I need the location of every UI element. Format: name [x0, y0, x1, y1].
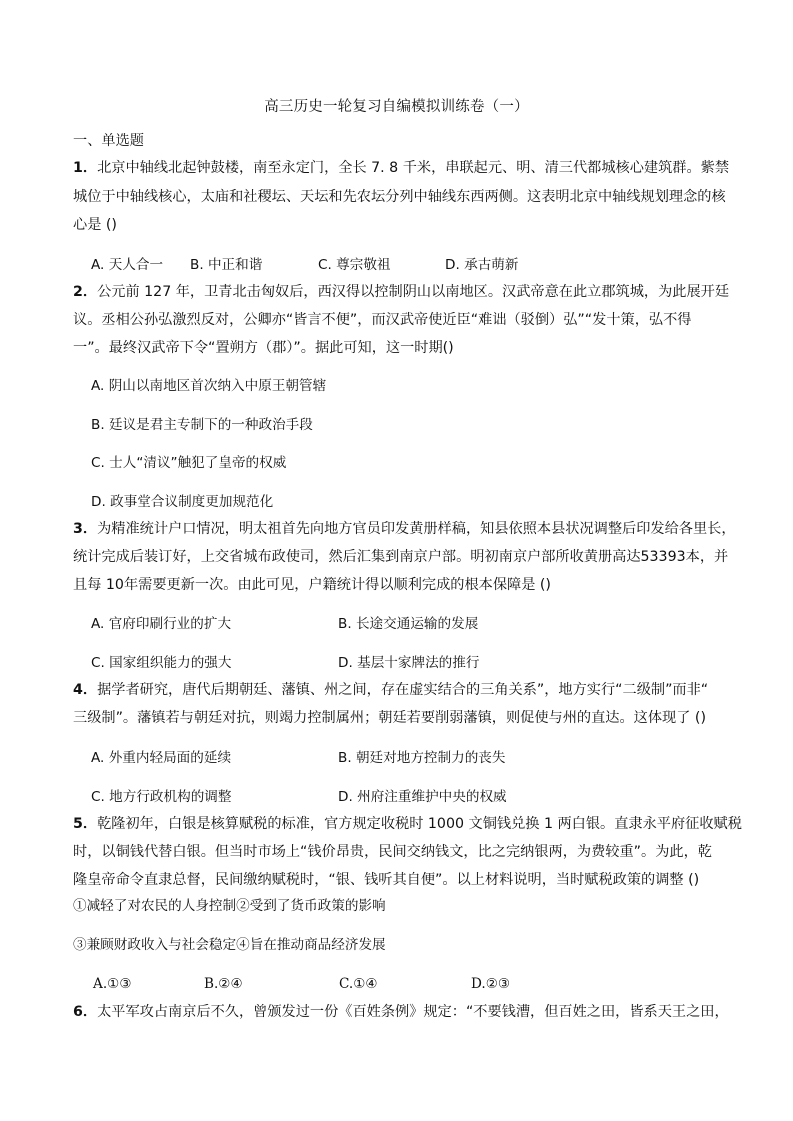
question-5-option-c[interactable]: C.①④	[339, 976, 378, 992]
question-2-line-1	[73, 282, 730, 302]
question-5-line-3: 隆皇帝命令直隶总督，民间缴纳赋税时，“银、钱听其自便”。以上材料说明，当时赋税政策的调整 ()	[73, 872, 700, 888]
question-6-number: 6．	[73, 1004, 98, 1020]
question-1-option-b[interactable]: B. 中正和谐	[190, 257, 263, 273]
question-2-option-a[interactable]: A. 阴山以南地区首次纳入中原王朝管辖	[91, 378, 327, 394]
page-title: 高三历史一轮复习自编模拟训练卷（一）	[264, 99, 529, 115]
question-4-option-d[interactable]: D. 州府注重维护中央的权威	[338, 789, 507, 805]
question-2-line-2: 议。丞相公孙弘激烈反对，公卿亦“皆言不便”，而汉武帝使近臣“难诎（驳倒）弘”“发十策，弘不得	[73, 312, 692, 328]
question-2-number: 2．	[73, 284, 98, 300]
question-3-text: 为精准统计户口情况，明太祖首先向地方官员印发黄册样稿，知县依照本县状况调整后印发给各里长，	[97, 521, 736, 537]
question-1-line-1	[73, 158, 730, 178]
question-4-option-c[interactable]: C. 地方行政机构的调整	[91, 789, 232, 805]
question-2-option-b[interactable]: B. 廷议是君主专制下的一种政治手段	[91, 417, 313, 433]
question-3-option-b[interactable]: B. 长途交通运输的发展	[338, 616, 479, 632]
question-1-line-3: 心是 ()	[73, 217, 117, 233]
question-3-number: 3．	[73, 521, 98, 537]
question-6-text: 太平军攻占南京后不久，曾颁发过一份《百姓条例》规定：“不要钱漕，但百姓之田，皆系天王之田，	[97, 1004, 729, 1020]
question-5-option-b[interactable]: B.②④	[204, 976, 243, 992]
question-5-statements-2: ③兼顾财政收入与社会稳定④旨在推动商品经济发展	[73, 937, 386, 953]
question-2-text: 公元前 127 年，卫青北击匈奴后，西汉得以控制阴山以南地区。汉武帝意在此立郡筑城，为此展开廷	[97, 284, 730, 300]
question-5-text: 乾隆初年，白银是核算赋税的标准，官方规定收税时 1000 文铜钱兑换 1 两白银。直隶永平府征收赋税	[97, 816, 742, 832]
question-1-number: 1．	[73, 160, 98, 176]
question-4-option-b[interactable]: B. 朝廷对地方控制力的丧失	[338, 750, 506, 766]
question-5-line-1	[73, 814, 742, 834]
question-5-number: 5．	[73, 816, 98, 832]
question-3-option-c[interactable]: C. 国家组织能力的强大	[91, 655, 232, 671]
question-3-option-a[interactable]: A. 官府印刷行业的扩大	[91, 616, 232, 632]
question-3-line-1	[73, 519, 736, 539]
question-4-line-1	[73, 680, 723, 700]
question-2-line-3: 一”。最终汉武帝下令“置朔方（郡）”。据此可知，这一时期()	[73, 340, 454, 356]
question-5-option-d[interactable]: D.②③	[471, 976, 511, 992]
question-4-text: 据学者研究，唐代后期朝廷、藩镇、州之间，存在虚实结合的三角关系”，地方实行“二级制”而非“	[97, 682, 709, 698]
question-2-option-c[interactable]: C. 士人“清议”触犯了皇帝的权威	[91, 455, 287, 471]
question-2-option-d[interactable]: D. 政事堂合议制度更加规范化	[91, 494, 274, 510]
section-heading: 一、单选题	[73, 133, 144, 149]
question-1-text: 北京中轴线北起钟鼓楼，南至永定门，全长 7. 8 千米，串联起元、明、清三代都城核心建筑群。紫禁	[97, 160, 730, 176]
question-5-line-2: 时，以铜钱代替白银。但当时市场上“钱价昂贵，民间交纳钱文，比之完纳银两，为费较重”。为此，乾	[73, 844, 712, 860]
question-5-statements-1: ①减轻了对农民的人身控制②受到了货币政策的影响	[73, 898, 386, 914]
question-3-line-2: 统计完成后装订好，上交省城布政使司，然后汇集到南京户部。明初南京户部所收黄册高达53393本，并	[73, 549, 729, 565]
question-4-line-2: 三级制”。藩镇若与朝廷对抗，则竭力控制属州；朝廷若要削弱藩镇，则促使与州的直达。这体现了 ()	[73, 710, 706, 726]
question-1-option-d[interactable]: D. 承古萌新	[445, 257, 519, 273]
question-6-line-1	[73, 1002, 729, 1022]
question-3-option-d[interactable]: D. 基层十家牌法的推行	[338, 655, 480, 671]
question-5-option-a[interactable]: A.①③	[93, 976, 132, 992]
question-4-option-a[interactable]: A. 外重内轻局面的延续	[91, 750, 232, 766]
question-1-option-c[interactable]: C. 尊宗敬祖	[318, 257, 391, 273]
question-1-line-2: 城位于中轴线核心，太庙和社稷坛、天坛和先农坛分列中轴线东西两侧。这表明北京中轴线规划理念的核	[73, 189, 726, 205]
question-1-option-a[interactable]: A. 天人合一	[91, 257, 164, 273]
question-3-line-3: 且每 10年需要更新一次。由此可见，户籍统计得以顺利完成的根本保障是 ()	[73, 577, 551, 593]
question-4-number: 4．	[73, 682, 98, 698]
